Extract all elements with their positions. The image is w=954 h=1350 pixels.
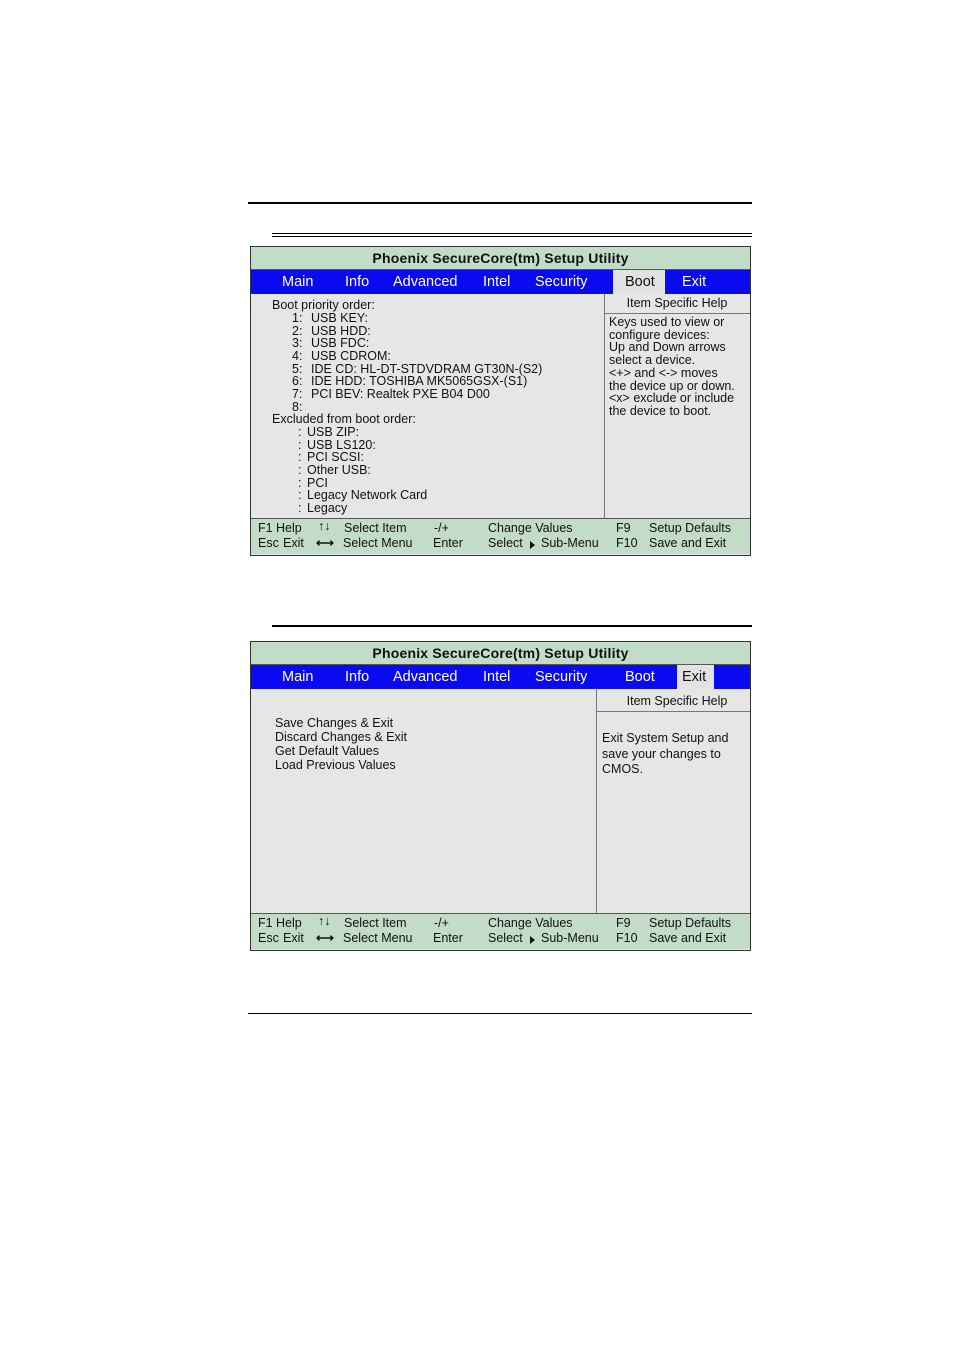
exit-option[interactable]: Save Changes & Exit [275, 716, 394, 730]
key-f1-label: Help [276, 521, 302, 535]
boot-item[interactable]: USB CDROM: [311, 349, 391, 363]
bios-screen-boot [250, 246, 751, 556]
bios-screen-exit [250, 641, 751, 951]
help-line: Up and Down arrows [609, 340, 726, 355]
menu-security[interactable]: Security [535, 274, 588, 290]
boot-item-num: 7: [292, 387, 303, 401]
section-rule-2 [272, 625, 752, 627]
boot-item[interactable]: USB FDC: [311, 336, 370, 350]
boot-item[interactable]: IDE HDD: TOSHIBA MK5065GSX-(S1) [311, 374, 528, 388]
boot-item-num: 8: [292, 400, 303, 414]
up-down-arrows-icon: ↑↓ [318, 519, 331, 533]
exit-option[interactable]: Load Previous Values [275, 758, 396, 772]
menu-bar [251, 665, 750, 689]
help-line: <+> and <-> moves [609, 365, 718, 380]
item-help-panel [596, 689, 750, 913]
excluded-marker: : [298, 463, 302, 477]
help-line: CMOS. [602, 762, 643, 776]
excluded-item[interactable]: USB LS120: [307, 438, 376, 452]
key-f9: F9 [616, 521, 631, 535]
select-menu-label: Select Menu [343, 931, 413, 945]
excluded-marker: : [298, 450, 302, 464]
menu-security[interactable]: Security [535, 669, 588, 685]
excluded-item[interactable]: Legacy Network Card [307, 488, 428, 502]
help-line: <x> exclude or include [609, 391, 735, 406]
key-legend [251, 913, 750, 949]
boot-item[interactable]: USB KEY: [311, 311, 368, 325]
save-and-exit-label: Save and Exit [649, 931, 727, 945]
key-f10: F10 [616, 931, 638, 945]
excluded-item[interactable]: Other USB: [307, 463, 371, 477]
change-values-label: Change Values [488, 521, 573, 535]
boot-item[interactable]: USB HDD: [311, 324, 371, 338]
menu-boot[interactable]: Boot [613, 270, 665, 294]
bios-title: Phoenix SecureCore(tm) Setup Utility [251, 642, 750, 665]
key-esc: Esc [258, 931, 279, 945]
key-enter: Enter [433, 536, 463, 550]
help-line: Keys used to view or [609, 315, 725, 329]
setup-defaults-label: Setup Defaults [649, 916, 731, 930]
item-help-panel [604, 294, 750, 518]
save-and-exit-label: Save and Exit [649, 536, 727, 550]
key-enter: Enter [433, 931, 463, 945]
help-line: configure devices: [609, 327, 710, 342]
boot-item-num: 6: [292, 374, 303, 388]
section-rule-1a [272, 233, 752, 234]
play-right-icon [530, 936, 535, 944]
excluded-item[interactable]: PCI [307, 476, 328, 490]
menu-bar [251, 270, 750, 294]
select-menu-label: Select Menu [343, 536, 413, 550]
menu-advanced[interactable]: Advanced [393, 669, 458, 685]
select-label: Select [488, 536, 523, 550]
excluded-marker: : [298, 438, 302, 452]
key-esc-label: Exit [283, 536, 304, 550]
menu-boot[interactable]: Boot [625, 669, 655, 685]
boot-priority-heading: Boot priority order: [272, 298, 375, 312]
menu-main[interactable]: Main [282, 274, 314, 290]
key-f1: F1 [258, 521, 273, 535]
excluded-marker: : [298, 425, 302, 439]
boot-item-num: 3: [292, 336, 303, 350]
help-line: Exit System Setup and [602, 731, 729, 745]
item-help-text [604, 314, 750, 418]
key-minus-plus: -/+ [434, 521, 449, 535]
item-help-heading: Item Specific Help [604, 294, 750, 314]
boot-item-num: 2: [292, 324, 303, 338]
exit-option[interactable]: Discard Changes & Exit [275, 730, 408, 744]
left-right-arrows-icon: ⟷ [316, 536, 334, 550]
change-values-label: Change Values [488, 916, 573, 930]
help-line: select a device. [609, 353, 696, 368]
main-panel [251, 689, 750, 913]
boot-item[interactable]: PCI BEV: Realtek PXE B04 D00 [311, 387, 490, 401]
top-rule [248, 202, 752, 204]
exit-options-panel [251, 689, 597, 913]
section-rule-1b [272, 236, 752, 237]
excluded-marker: : [298, 476, 302, 490]
bios-title: Phoenix SecureCore(tm) Setup Utility [251, 247, 750, 270]
boot-item[interactable]: IDE CD: HL-DT-STDVDRAM GT30N-(S2) [311, 362, 543, 376]
excluded-item[interactable]: PCI SCSI: [307, 450, 364, 464]
item-help-heading: Item Specific Help [596, 689, 750, 712]
menu-intel[interactable]: Intel [483, 669, 511, 685]
menu-main[interactable]: Main [282, 669, 314, 685]
key-minus-plus: -/+ [434, 916, 449, 930]
excluded-item[interactable]: Legacy [307, 501, 348, 515]
boot-order-panel [251, 294, 605, 518]
help-line: save your changes to [602, 746, 721, 761]
key-esc-label: Exit [283, 931, 304, 945]
boot-item-num: 5: [292, 362, 303, 376]
excluded-item[interactable]: USB ZIP: [307, 425, 360, 439]
key-f1: F1 [258, 916, 273, 930]
menu-exit[interactable]: Exit [677, 665, 714, 689]
help-line: the device to boot. [609, 403, 712, 418]
key-f9: F9 [616, 916, 631, 930]
exit-option[interactable]: Get Default Values [275, 744, 379, 758]
boot-item-num: 1: [292, 311, 303, 325]
play-right-icon [530, 541, 535, 549]
select-item-label: Select Item [344, 916, 407, 930]
item-help-text [596, 712, 750, 778]
sub-menu-label: Sub-Menu [541, 931, 599, 945]
menu-info[interactable]: Info [345, 274, 370, 290]
key-f1-label: Help [276, 916, 302, 930]
setup-defaults-label: Setup Defaults [649, 521, 731, 535]
select-item-label: Select Item [344, 521, 407, 535]
left-right-arrows-icon: ⟷ [316, 931, 334, 945]
key-esc: Esc [258, 536, 279, 550]
sub-menu-label: Sub-Menu [541, 536, 599, 550]
help-line: the device up or down. [609, 378, 735, 393]
up-down-arrows-icon: ↑↓ [318, 914, 331, 928]
boot-item-num: 4: [292, 349, 303, 363]
excluded-marker: : [298, 488, 302, 502]
menu-intel[interactable]: Intel [483, 274, 511, 290]
menu-exit[interactable]: Exit [682, 274, 707, 290]
excluded-heading: Excluded from boot order: [272, 412, 416, 426]
excluded-marker: : [298, 501, 302, 515]
select-label: Select [488, 931, 523, 945]
key-f10: F10 [616, 536, 638, 550]
key-legend [251, 518, 750, 554]
menu-advanced[interactable]: Advanced [393, 274, 458, 290]
bottom-rule [248, 1013, 752, 1014]
menu-info[interactable]: Info [345, 669, 370, 685]
main-panel [251, 294, 750, 518]
